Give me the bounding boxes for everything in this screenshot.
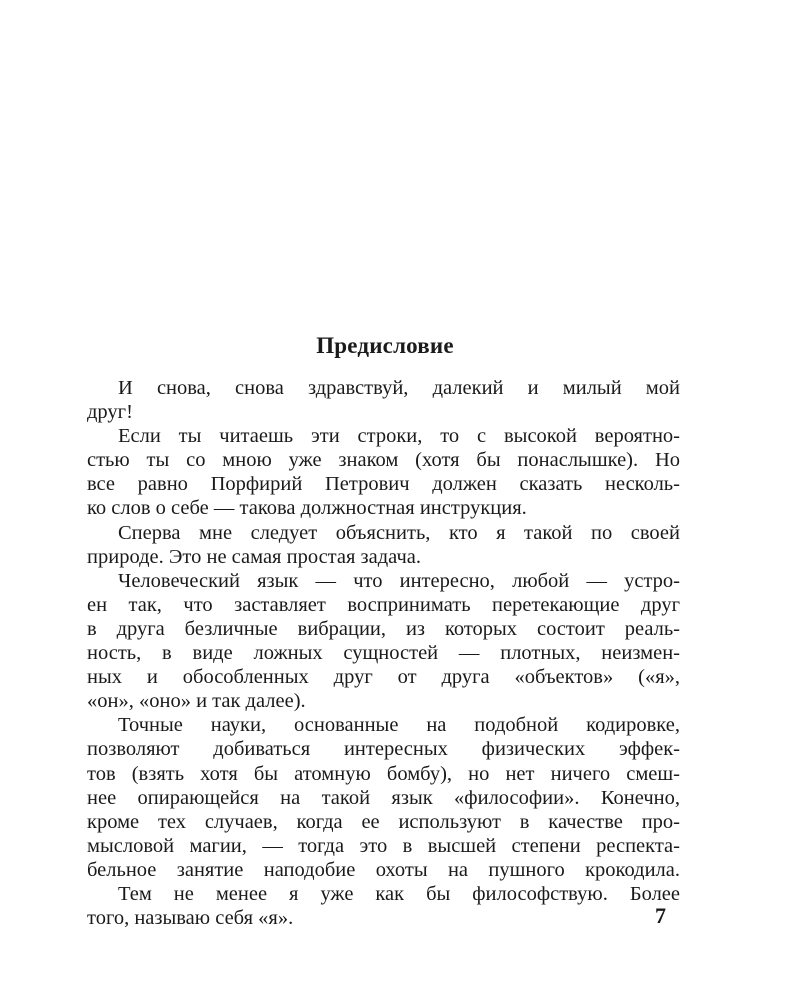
body-text bbox=[87, 376, 680, 930]
text-line: в друга безличные вибрации, из которых состоит реаль- bbox=[87, 617, 680, 640]
text-line: Тем не менее я уже как бы философствую. Более bbox=[118, 882, 680, 905]
text-line: ных и обособленных друг от друга «объектов» («я», bbox=[87, 666, 680, 689]
text-line: мысловой магии, — тогда это в высшей степени респекта- bbox=[87, 834, 680, 857]
text-line: стью ты со мною уже знаком (хотя бы понаслышке). Но bbox=[87, 449, 680, 472]
text-line: природе. Это не самая простая задача. bbox=[87, 545, 421, 568]
chapter-title: Предисловие bbox=[316, 333, 454, 358]
text-line: ность, в виде ложных сущностей — плотных, неизмен- bbox=[87, 642, 680, 665]
text-line: ко слов о себе — такова должностная инструкция. bbox=[87, 497, 527, 520]
text-line: Человеческий язык — что интересно, любой — устро- bbox=[118, 569, 680, 592]
text-line: «он», «оно» и так далее). bbox=[87, 690, 306, 713]
text-line: тов (взять хотя бы атомную бомбу), но нет ничего смеш- bbox=[87, 762, 680, 785]
text-line: Точные науки, основанные на подобной кодировке, bbox=[118, 714, 680, 737]
text-line: бельное занятие наподобие охоты на пушного крокодила. bbox=[87, 858, 680, 881]
text-line: кроме тех случаев, когда ее используют в качестве про- bbox=[87, 810, 680, 833]
page-number: 7 bbox=[655, 903, 666, 928]
text-line: Если ты читаешь эти строки, то с высокой вероятно- bbox=[118, 425, 680, 448]
text-line: ен так, что заставляет воспринимать перетекающие друг bbox=[87, 593, 680, 616]
text-line: того, называю себя «я». bbox=[87, 907, 294, 930]
text-line: друг! bbox=[87, 401, 133, 424]
text-line: все равно Порфирий Петрович должен сказать несколь- bbox=[87, 473, 680, 496]
text-line: нее опирающейся на такой язык «философии». Конечно, bbox=[87, 786, 680, 809]
text-line: позволяют добиваться интересных физических эффек- bbox=[87, 738, 680, 761]
text-line: И снова, снова здравствуй, далекий и милый мой bbox=[118, 377, 680, 399]
text-line: Сперва мне следует объяснить, кто я такой по своей bbox=[118, 521, 680, 544]
